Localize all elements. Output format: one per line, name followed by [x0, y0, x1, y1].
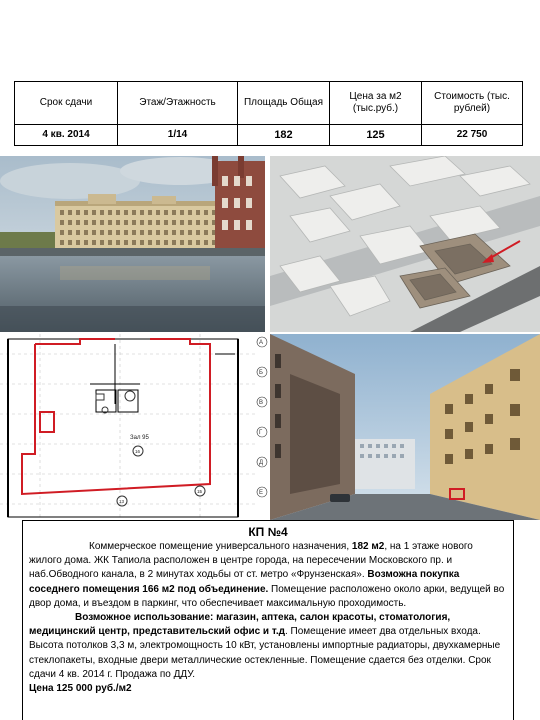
value-total-cost: 22 750 [422, 125, 523, 146]
plan-marker-3: 13 [119, 499, 125, 504]
header-area: Площадь Общая [238, 82, 330, 125]
description-box [22, 520, 514, 720]
specs-table [14, 81, 523, 146]
plan-room-number: 16 [135, 449, 141, 454]
specs-header-row [15, 82, 523, 125]
plan-axis-e: Д [259, 460, 264, 466]
plan-axis-b: Б [259, 370, 263, 376]
plan-axis-d: Г [259, 430, 263, 436]
floor-plan [0, 334, 270, 520]
header-price-per-m2: Цена за м2 (тыс.руб.) [330, 82, 422, 125]
canal-building-photo [0, 156, 265, 332]
price-line: Цена 125 000 руб./м2 [29, 683, 132, 695]
header-floor: Этаж/Этажность [118, 82, 238, 125]
value-deadline: 4 кв. 2014 [15, 125, 118, 146]
header-deadline: Срок сдачи [15, 82, 118, 125]
plan-axis-c: В [259, 400, 264, 406]
plan-axis-f: Е [259, 490, 264, 496]
plan-marker-2: 15 [197, 489, 203, 494]
street-render-photo [270, 334, 540, 520]
value-price-per-m2: 125 [330, 125, 422, 146]
plan-axis-a: А [259, 340, 264, 346]
aerial-render-photo [270, 156, 540, 332]
description-paragraph-2: Возможное использование: магазин, аптека, салон красоты, стоматология, медицинский центр, представительский офис и т.д. Помещение имеет два отдельных входа. Высота потолков 3,3 м, электромощность 10 кВт, установлены импортные радиаторы, двухкамерные стеклопакеты, входные двери металлические остекленные. Помещение сдается без отделки. Срок сдачи 4 кв. 2014 г. Продажа по ДДУ. [29, 612, 501, 680]
header-total-cost: Стоимость (тыс. рублей) [422, 82, 523, 125]
specs-value-row [15, 125, 523, 146]
value-floor: 1/14 [118, 125, 238, 146]
value-area: 182 [238, 125, 330, 146]
description-paragraph-1: Коммерческое помещение универсального назначения, 182 м2, на 1 этаже нового жилого дома. ЖК Тапиола расположен в центре города, на пересечении Московского пр. и наб.Обводного канала, в 2 минутах ходьбы от ст. метро «Фрунзенская». Возможна покупка соседнего помещения 166 м2 под объединение. Помещение расположено около арки, ведущей во двор дома, и въездом в паркинг, что обеспечивает максимальную проходимость. [29, 541, 505, 609]
offer-title: КП №4 [248, 525, 288, 539]
plan-room-label: Зал 95 [130, 435, 149, 441]
